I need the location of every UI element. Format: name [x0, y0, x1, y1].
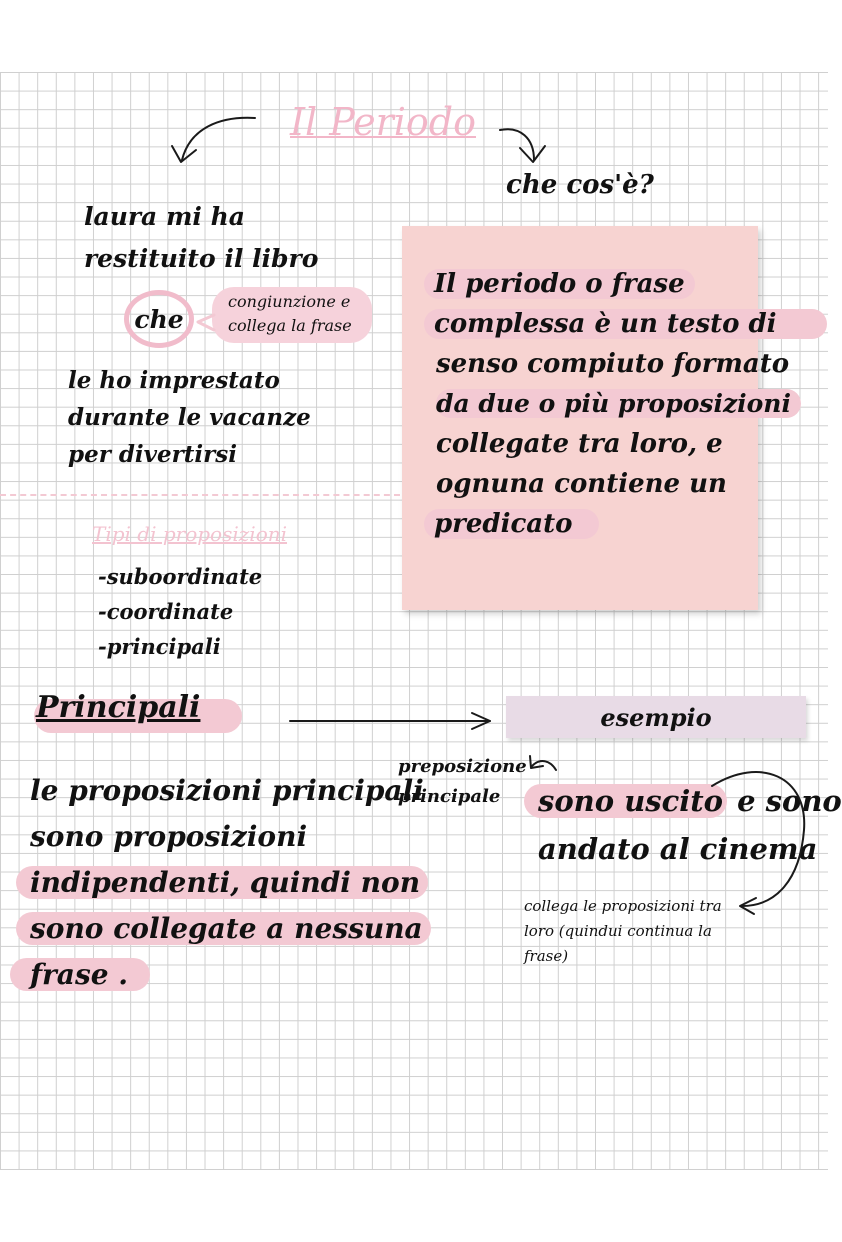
principali-line-5: frase . [10, 958, 150, 991]
page-title: Il Periodo [290, 100, 476, 144]
question-label: che cos'è? [506, 170, 654, 200]
principali-line-3: indipendenti, quindi non [16, 866, 428, 899]
example-sentence-line-2: andato al cinema [538, 832, 818, 866]
example-line-2: restituito il libro [84, 244, 319, 273]
definition-line-5: collegate tra loro, e [436, 429, 723, 459]
definition-line-7: predicato [424, 509, 599, 539]
loop-arrow [712, 772, 804, 906]
example-line-1: laura mi ha [84, 202, 245, 231]
type-item-suboordinate: -suboordinate [98, 564, 263, 589]
type-item-coordinate: -coordinate [98, 599, 234, 624]
principali-line-4: sono collegate a nessuna [16, 912, 431, 945]
types-heading: Tipi di proposizioni [92, 522, 288, 546]
example-line-3: le ho imprestato [68, 367, 280, 394]
example-note-line-3: frase) [524, 947, 569, 965]
definition-line-2: complessa è un testo di [424, 309, 827, 339]
esempio-box: esempio [506, 696, 806, 738]
example-line-4: durante le vacanze [68, 404, 311, 431]
prep-arrow [532, 761, 556, 770]
definition-line-4: da due o più proposizioni [436, 389, 801, 418]
prep-label-line-2: principale [398, 786, 501, 807]
definition-line-3: senso compiuto formato [436, 349, 790, 379]
prep-label-line-1: preposizione [398, 756, 527, 777]
example-note-line-2: loro (quindui continua la [524, 922, 712, 940]
principali-heading: Principali [36, 690, 201, 725]
che-note-arrow [198, 315, 214, 330]
definition-line-6: ognuna contiene un [436, 469, 727, 499]
principali-line-1: le proposizioni principali [30, 774, 424, 807]
example-sentence-main: sono uscito [524, 784, 727, 818]
principali-line-2: sono proposizioni [30, 820, 308, 853]
che-note-line-1: congiunzione e [228, 292, 351, 311]
arrow-right-curve [500, 129, 534, 160]
che-note-line-2: collega la frase [228, 316, 352, 335]
example-note-line-1: collega le proposizioni tra [524, 897, 722, 915]
type-item-principali: -principali [98, 634, 221, 659]
che-circle: che [124, 290, 194, 348]
definition-line-1: Il periodo o frase [424, 269, 695, 299]
example-sentence-coord: e sono [727, 784, 842, 818]
example-line-5: per divertirsi [68, 441, 237, 468]
